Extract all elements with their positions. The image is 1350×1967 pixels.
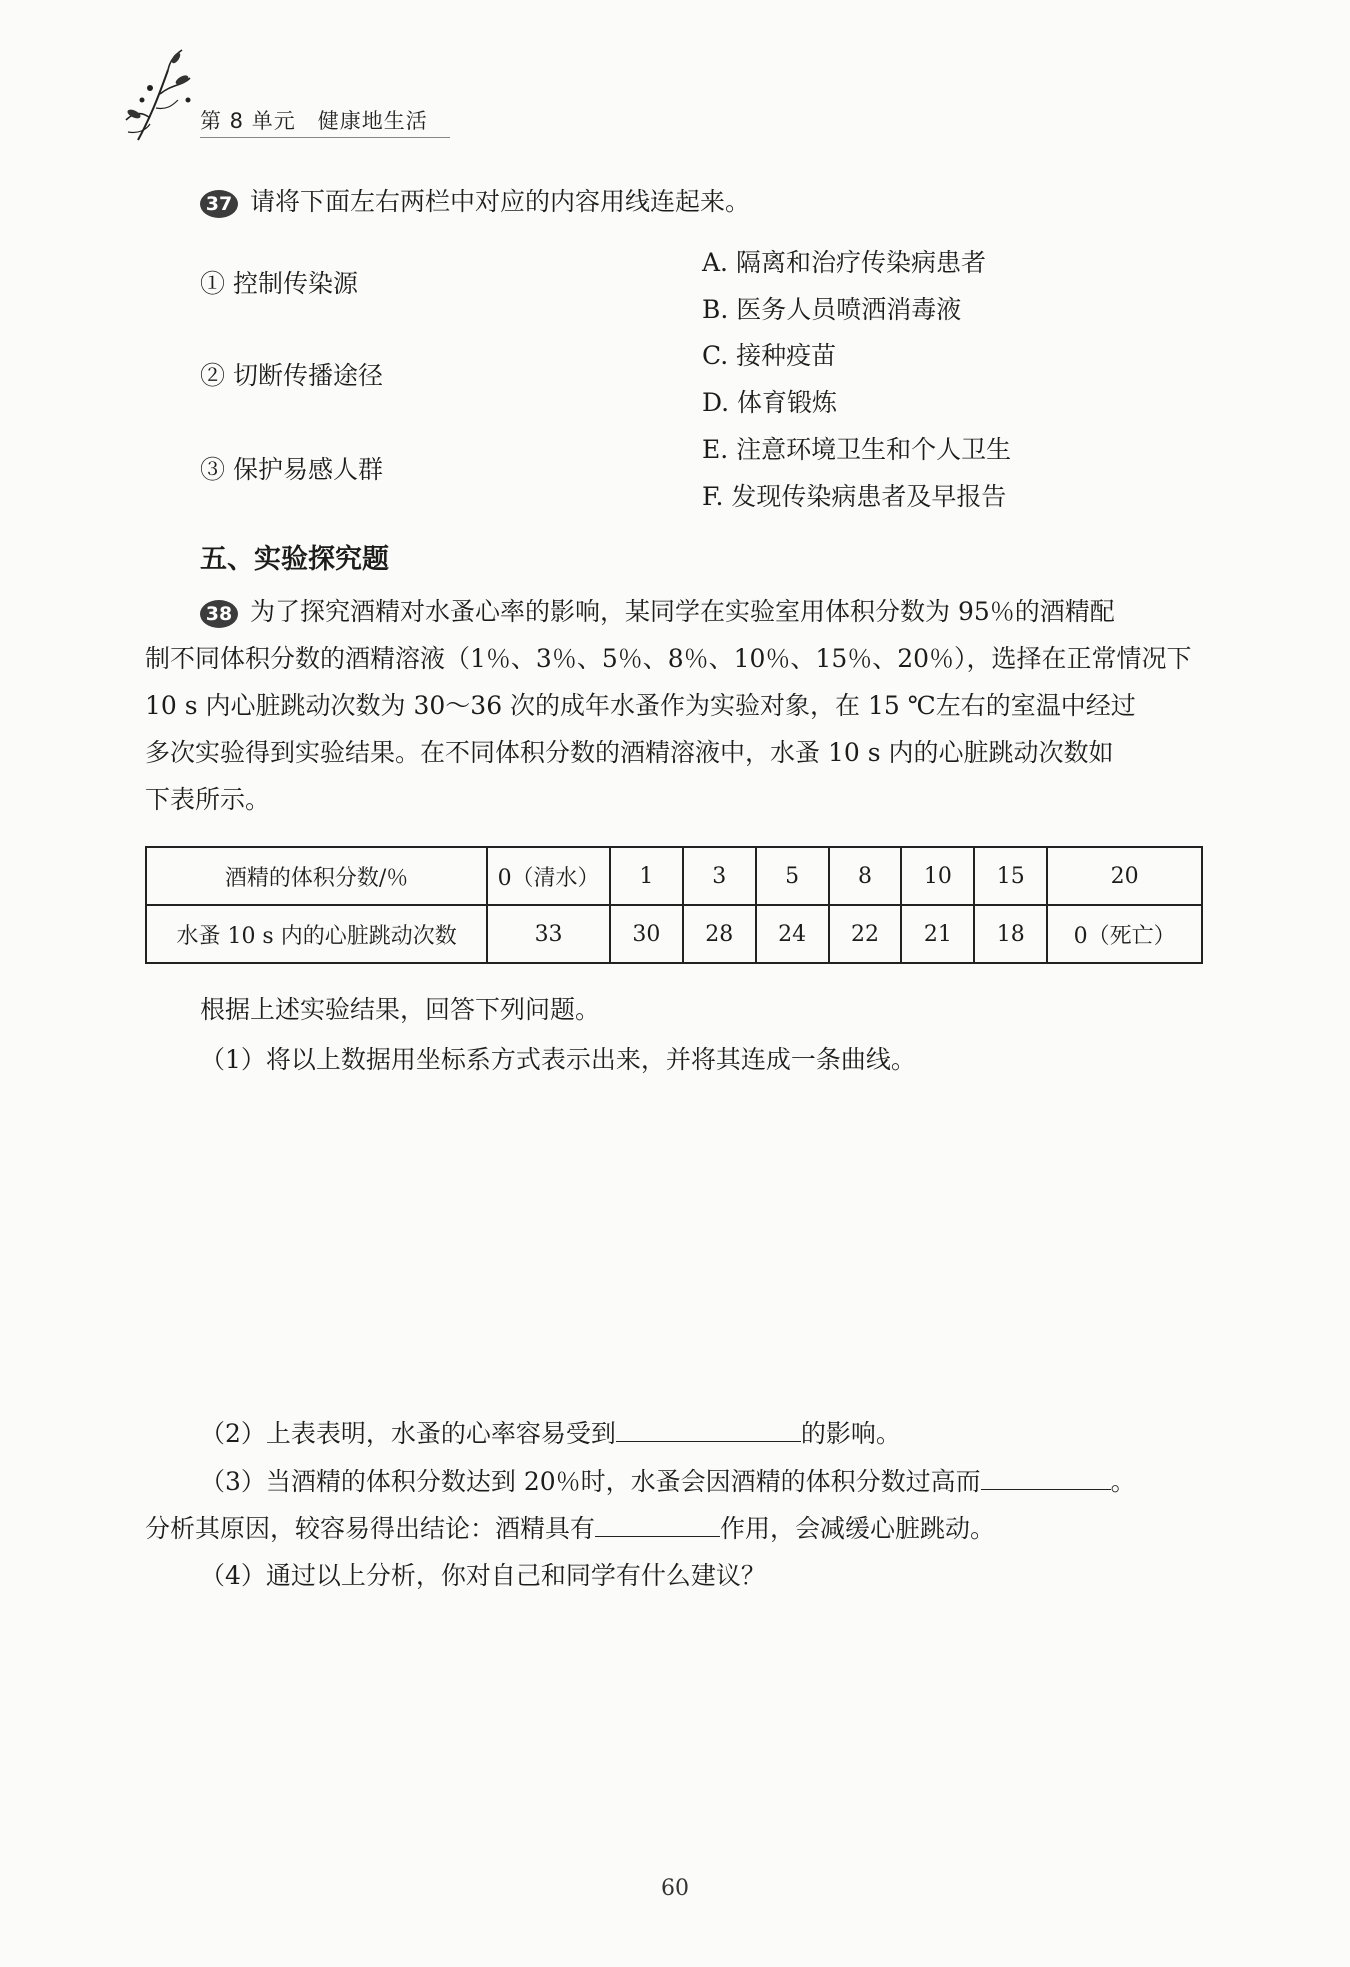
q37-left-item: ② 切断传播途径 bbox=[200, 361, 383, 390]
q38-sub2 bbox=[200, 1414, 901, 1450]
q37-number-badge: 37 bbox=[200, 190, 238, 218]
q38-sub4: （4）通过以上分析，你对自己和同学有什么建议？ bbox=[200, 1561, 766, 1590]
q37-prompt-line bbox=[200, 182, 750, 218]
table-cell: 28 bbox=[683, 905, 756, 963]
q38-sub3-text: （3）当酒精的体积分数达到 20％时，水蚤会因酒精的体积分数过高而 bbox=[200, 1467, 981, 1496]
section-title: 五、实验探究题 bbox=[200, 544, 389, 575]
table-cell: 0（死亡） bbox=[1047, 905, 1202, 963]
unit-title: 健康地生活 bbox=[317, 109, 428, 133]
table-cell: 1 bbox=[610, 847, 683, 905]
q37-left-item: ③ 保护易感人群 bbox=[200, 455, 383, 484]
table-cell: 8 bbox=[829, 847, 902, 905]
q38-intro-text: 为了探究酒精对水蚤心率的影响，某同学在实验室用体积分数为 95％的酒精配 bbox=[250, 597, 1115, 626]
q38-intro-line bbox=[145, 588, 1207, 635]
page-number: 60 bbox=[661, 1876, 689, 1901]
table-cell: 21 bbox=[901, 905, 974, 963]
q38-sub3-text: 。 bbox=[1110, 1467, 1136, 1496]
q37-right-item: C. 接种疫苗 bbox=[702, 341, 837, 370]
q38-sub3-text: 分析其原因，较容易得出结论：酒精具有 bbox=[145, 1514, 596, 1543]
q38-intro bbox=[145, 588, 1207, 823]
q38-intro-line: 下表所示。 bbox=[145, 785, 271, 814]
plant-logo-icon bbox=[120, 48, 210, 144]
unit-label: 第 8 单元 bbox=[200, 109, 296, 133]
q37-right-item: A. 隔离和治疗传染病患者 bbox=[702, 248, 986, 277]
q37-right-item: B. 医务人员喷洒消毒液 bbox=[702, 295, 962, 324]
q38-sub2-text: 的影响。 bbox=[800, 1419, 901, 1448]
q37-left-item: ① 控制传染源 bbox=[200, 269, 358, 298]
table-cell: 5 bbox=[756, 847, 829, 905]
table-cell: 15 bbox=[974, 847, 1047, 905]
header-rule bbox=[200, 137, 450, 138]
q38-sub1: （1）将以上数据用坐标系方式表示出来，并将其连成一条曲线。 bbox=[200, 1045, 916, 1074]
q38-sub3-cont bbox=[145, 1509, 995, 1545]
table-cell: 24 bbox=[756, 905, 829, 963]
table-cell: 33 bbox=[487, 905, 610, 963]
q38-number-badge: 38 bbox=[200, 600, 238, 628]
table-cell: 30 bbox=[610, 905, 683, 963]
table-row bbox=[146, 847, 1202, 905]
q38-sub3-text: 作用，会减缓心脏跳动。 bbox=[720, 1514, 996, 1543]
table-row-header: 酒精的体积分数/％ bbox=[146, 847, 487, 905]
q37-right-item: F. 发现传染病患者及早报告 bbox=[702, 482, 1007, 511]
table-row-header: 水蚤 10 s 内的心脏跳动次数 bbox=[146, 905, 487, 963]
q38-intro-line: 10 s 内心脏跳动次数为 30～36 次的成年水蚤作为实验对象，在 15 ℃左右的室温中经过 bbox=[145, 691, 1136, 720]
table-cell: 18 bbox=[974, 905, 1047, 963]
q38-sub3 bbox=[200, 1462, 1136, 1498]
q37-right-item: D. 体育锻炼 bbox=[702, 388, 838, 417]
q37-prompt: 请将下面左右两栏中对应的内容用线连起来。 bbox=[250, 187, 751, 216]
q38-lead: 根据上述实验结果，回答下列问题。 bbox=[200, 995, 601, 1024]
table-cell: 10 bbox=[901, 847, 974, 905]
q38-intro-line: 多次实验得到实验结果。在不同体积分数的酒精溶液中，水蚤 10 s 内的心脏跳动次数如 bbox=[145, 738, 1114, 767]
q38-intro-line: 制不同体积分数的酒精溶液（1％、3％、5％、8％、10％、15％、20％），选择在正常情况下 bbox=[145, 644, 1192, 673]
table-row bbox=[146, 905, 1202, 963]
answer-blank[interactable] bbox=[595, 1516, 720, 1537]
table-cell: 3 bbox=[683, 847, 756, 905]
header-title bbox=[200, 105, 450, 135]
experiment-table bbox=[145, 846, 1203, 964]
table-cell: 0（清水） bbox=[487, 847, 610, 905]
q38-sub2-text: （2）上表表明，水蚤的心率容易受到 bbox=[200, 1419, 616, 1448]
table-cell: 22 bbox=[829, 905, 902, 963]
answer-blank[interactable] bbox=[981, 1469, 1111, 1490]
answer-blank[interactable] bbox=[616, 1421, 801, 1442]
q37-right-item: E. 注意环境卫生和个人卫生 bbox=[702, 435, 1012, 464]
table-cell: 20 bbox=[1047, 847, 1202, 905]
page-header bbox=[120, 48, 460, 144]
